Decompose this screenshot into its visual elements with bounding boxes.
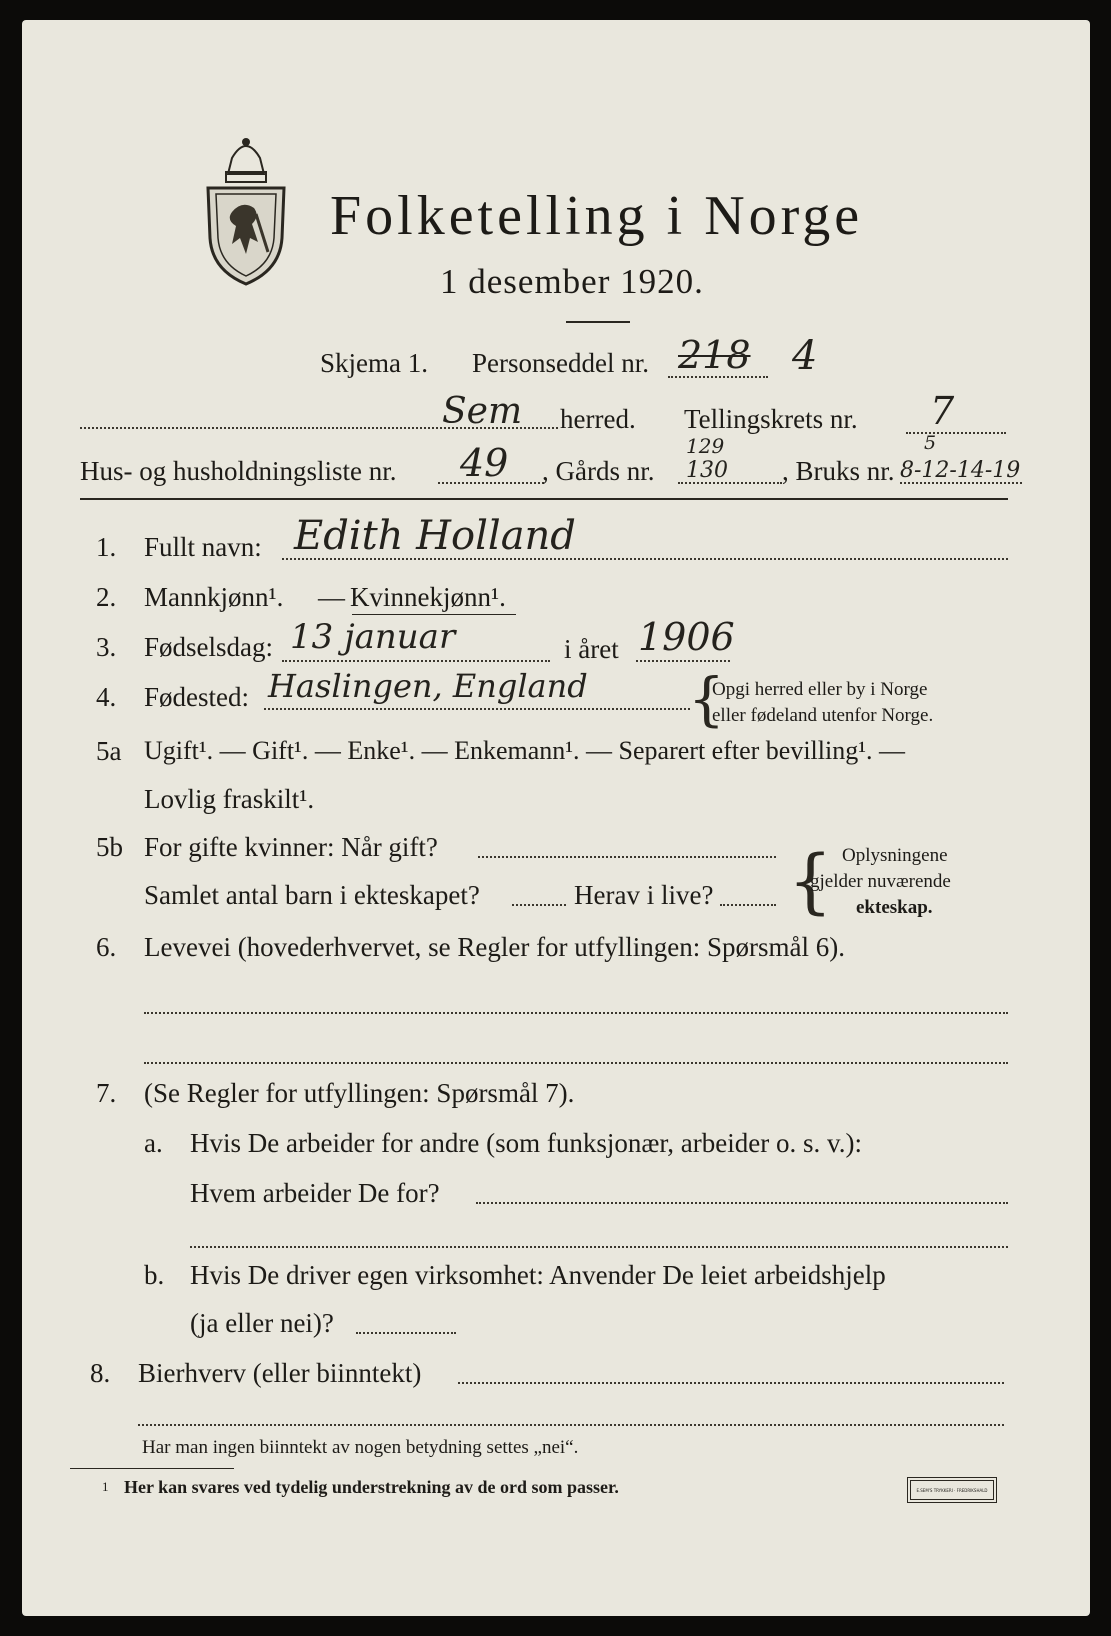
q1-full-name[interactable]: Edith Holland [294, 513, 576, 559]
q7b-letter: b. [144, 1260, 165, 1290]
footnote-text: Her kan svares ved tydelig understrekning av de ord som passer. [124, 1477, 619, 1497]
q8-note: Har man ingen biinntekt av nogen betydning settes „nei“. [142, 1437, 579, 1458]
q7-number: 7. [96, 1078, 117, 1108]
q2-female-underline [352, 614, 516, 615]
q3-line [282, 660, 550, 662]
q6-number: 6. [96, 932, 117, 962]
q5a-options-line2: Lovlig fraskilt¹. [144, 784, 315, 814]
q7b-text: Hvis De driver egen virksomhet: Anvender De leiet arbeidshjelp [190, 1260, 886, 1290]
footnote-marker: 1 [102, 1479, 109, 1494]
bruks-value[interactable]: 8-12-14-19 [900, 458, 1021, 483]
q7-text: (Se Regler for utfyllingen: Spørsmål 7). [144, 1078, 575, 1108]
census-form-page [22, 20, 1090, 1616]
q4-note-line2: eller fødeland utenfor Norge. [712, 705, 934, 726]
q2-dash: — [318, 582, 345, 612]
bruks-label: , Bruks nr. [782, 456, 895, 486]
q7a-line2 [190, 1246, 1008, 1248]
q2-female: Kvinnekjønn¹. [350, 582, 506, 612]
q5b-when-line [478, 856, 776, 858]
printer-stamp [910, 1480, 994, 1500]
q3-number: 3. [96, 632, 117, 662]
personseddel-value[interactable]: 218 [678, 333, 751, 377]
q3-label: Fødselsdag: [144, 632, 274, 662]
schema-label: Skjema 1. [320, 348, 428, 378]
q4-note-line1: Opgi herred eller by i Norge [712, 679, 928, 700]
gards-value[interactable]: 130 [686, 458, 728, 483]
q5b-brace: { [788, 840, 833, 922]
q2-number: 2. [96, 582, 117, 612]
herred-value[interactable]: Sem [442, 391, 523, 432]
q7b-yes-no: (ja eller nei)? [190, 1308, 334, 1338]
personseddel-label: Personseddel nr. [472, 348, 649, 378]
tellingskrets-line [906, 432, 1006, 434]
personseddel-value-corrected[interactable]: 4 [792, 333, 818, 379]
q5a-number: 5a [96, 736, 122, 766]
gards-value-top[interactable]: 129 [686, 434, 725, 458]
q2-male: Mannkjønn¹. [144, 582, 284, 612]
q7a-who: Hvem arbeider De for? [190, 1178, 440, 1208]
title-divider [566, 321, 630, 323]
coat-of-arms-icon [202, 134, 290, 286]
hus-value[interactable]: 49 [460, 441, 509, 485]
footnote-rule [70, 1468, 234, 1469]
q5b-children-alive: Herav i live? [574, 880, 714, 910]
q6-line1 [144, 1012, 1008, 1014]
q5b-note-line3: ekteskap. [856, 897, 933, 918]
q5a-options: Ugift¹. — Gift¹. — Enke¹. — Enkemann¹. — Separert efter bevilling¹. — [144, 736, 906, 765]
tellingskrets-value[interactable]: 7 [930, 389, 955, 433]
q8-number: 8. [90, 1358, 111, 1388]
tellingskrets-label: Tellingskrets nr. [684, 404, 858, 434]
q4-line [264, 708, 690, 710]
q5b-note-line1: Oplysningene [842, 845, 948, 866]
census-date: 1 desember 1920. [440, 262, 704, 301]
q8-line2 [138, 1424, 1004, 1426]
q1-number: 1. [96, 532, 117, 562]
q3-birthday[interactable]: 13 januar [290, 617, 456, 657]
header-rule [80, 498, 1008, 500]
q4-number: 4. [96, 682, 117, 712]
q3-year-label: i året [564, 634, 619, 664]
q6-line2 [144, 1062, 1008, 1064]
printer-stamp-text: E.SEM'S TRYKKERI · FREDRIKSHALD [916, 1487, 988, 1493]
q4-label: Fødested: [144, 682, 249, 712]
bruks-value-top[interactable]: 5 [924, 432, 937, 454]
hus-label: Hus- og husholdningsliste nr. [80, 456, 397, 486]
q5b-alive-line [720, 904, 776, 906]
q1-label: Fullt navn: [144, 532, 262, 562]
q8-text: Bierhverv (eller biinntekt) [138, 1358, 422, 1388]
q5b-note-line2: gjelder nuværende [810, 871, 951, 892]
q3-year-line [636, 660, 730, 662]
q5b-children-line [512, 904, 566, 906]
q7a-line1 [476, 1202, 1008, 1204]
q4-brace: { [688, 665, 725, 733]
q5b-children-total: Samlet antal barn i ekteskapet? [144, 880, 480, 910]
q7a-letter: a. [144, 1128, 163, 1158]
herred-label: herred. [560, 404, 636, 434]
q5b-when-married: For gifte kvinner: Når gift? [144, 832, 438, 862]
form-title: Folketelling i Norge [330, 185, 864, 247]
gards-label: , Gårds nr. [542, 456, 655, 486]
q3-birth-year[interactable]: 1906 [638, 615, 735, 659]
q7b-line [356, 1332, 456, 1334]
q7a-text: Hvis De arbeider for andre (som funksjonær, arbeider o. s. v.): [190, 1128, 862, 1158]
q4-birthplace[interactable]: Haslingen, England [268, 667, 588, 705]
q8-line1 [458, 1382, 1004, 1384]
q5b-number: 5b [96, 832, 123, 862]
q6-text: Levevei (hovederhvervet, se Regler for utfyllingen: Spørsmål 6). [144, 932, 846, 962]
